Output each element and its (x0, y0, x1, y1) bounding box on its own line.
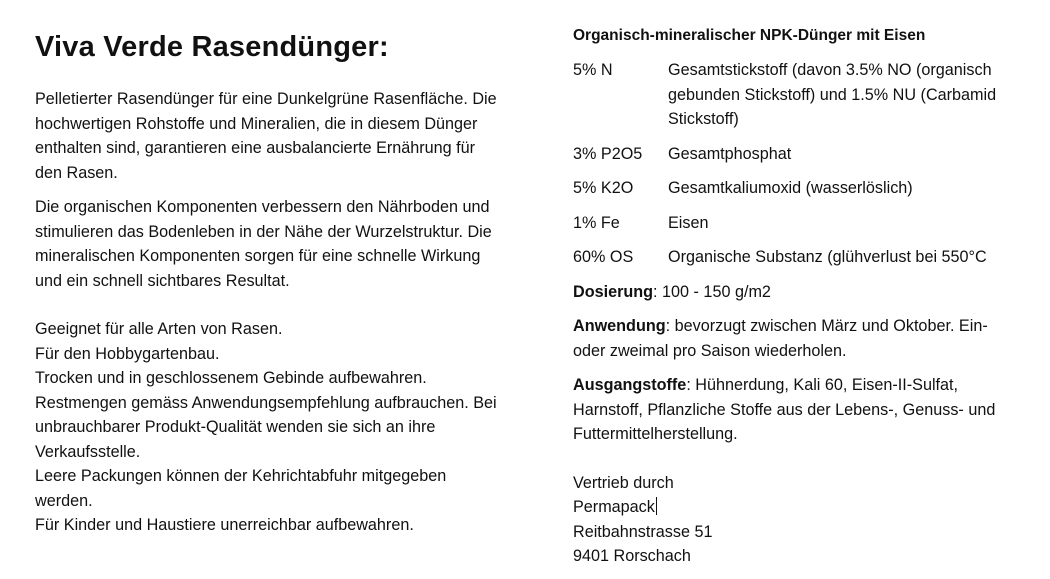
nutrient-description (668, 142, 1033, 167)
nutrient-description (668, 211, 1033, 236)
components-paragraph (35, 195, 530, 293)
text-line: den Rasen. (35, 163, 118, 182)
text-line: Trocken und in geschlossenem Gebinde aufbewahren. (35, 369, 427, 387)
text-line: Für Kinder und Haustiere unerreichbar aufbewahren. (35, 516, 414, 534)
text-line: Restmengen gemäss Anwendungsempfehlung aufbrauchen. Bei (35, 393, 497, 412)
text-line: Leere Packungen können der Kehrichtabfuhr mitgegeben (35, 467, 447, 485)
text-line: Die organischen Komponenten verbessern den Nährboden und (35, 198, 490, 216)
nutrient-value: 1% Fe (573, 213, 620, 232)
text-line: Stickstoff) (668, 110, 739, 128)
left-column (35, 28, 530, 538)
product-title: Viva Verde Rasendünger: (35, 31, 389, 63)
text-cursor (656, 497, 657, 515)
dosage-label: Dosierung (573, 282, 654, 301)
text-line: Harnstoff, Pflanzliche Stoffe aus der Lebens-, Genuss- und (573, 400, 996, 419)
text-line: Organische Substanz (glühverlust bei 550°C (668, 248, 987, 266)
nutrient-row (573, 211, 1033, 236)
text-line: Reitbahnstrasse 51 (573, 522, 713, 541)
text-line: gebunden Stickstoff) und 1.5% NU (Carbamid (668, 85, 997, 104)
intro-paragraph (35, 87, 530, 185)
ingredients-label: Ausgangstoffe (573, 376, 687, 394)
nutrient-value: 3% P2O5 (573, 144, 643, 163)
text-line: stimulieren das Bodenleben in der Nähe der Wurzelstruktur. Die (35, 222, 492, 241)
application-block (573, 314, 1033, 363)
text-line: enthalten sind, garantieren eine ausbalancierte Ernährung für (35, 139, 476, 157)
text-line: Für den Hobbygartenbau. (35, 344, 220, 363)
text-line: Futtermittelherstellung. (573, 425, 738, 443)
usage-notes (35, 317, 530, 538)
text-line: Verkaufsstelle. (35, 442, 141, 461)
nutrient-value: 60% OS (573, 248, 634, 266)
nutrient-row (573, 176, 1033, 201)
composition-heading: Organisch-mineralischer NPK-Dünger mit Eisen (573, 27, 926, 44)
text-line: unbrauchbarer Produkt-Qualität wenden sie sich an ihre (35, 418, 436, 436)
text-line: werden. (35, 491, 93, 510)
text-line: oder zweimal pro Saison wiederholen. (573, 341, 847, 360)
dosage-value: : 100 - 150 g/m2 (653, 282, 771, 301)
dosage-line (573, 280, 1033, 305)
text-line: mineralischen Komponenten sorgen für eine schnelle Wirkung (35, 247, 481, 265)
distributor-address (573, 471, 1033, 569)
text-line: Gesamtstickstoff (davon 3.5% NO (organisch (668, 61, 992, 79)
text-line: Gesamtphosphat (668, 144, 792, 163)
text-line: Geeignet für alle Arten von Rasen. (35, 320, 283, 338)
right-column (573, 24, 1033, 569)
text-line: Eisen (668, 213, 709, 232)
text-line: und ein schnell sichtbares Resultat. (35, 271, 290, 290)
nutrient-description (668, 58, 1033, 132)
application-label: Anwendung (573, 317, 666, 335)
nutrient-row (573, 245, 1033, 270)
text-line: : bevorzugt zwischen März und Oktober. Ein- (665, 317, 988, 335)
nutrient-row (573, 58, 1033, 132)
text-line: 9401 Rorschach (573, 547, 691, 565)
nutrient-value: 5% N (573, 61, 613, 79)
text-line: : Hühnerdung, Kali 60, Eisen-II-Sulfat, (686, 376, 959, 394)
text-line: Vertrieb durch (573, 473, 674, 492)
distributor-name[interactable]: Permapack (573, 498, 655, 516)
text-line: hochwertigen Rohstoffe und Mineralien, die in diesem Dünger (35, 114, 478, 133)
text-line: Pelletierter Rasendünger für eine Dunkelgrüne Rasenfläche. Die (35, 90, 497, 108)
nutrient-value: 5% K2O (573, 179, 634, 197)
text-line: Gesamtkaliumoxid (wasserlöslich) (668, 179, 913, 197)
nutrient-table (573, 58, 1033, 270)
nutrient-row (573, 142, 1033, 167)
ingredients-block (573, 373, 1033, 447)
nutrient-description (668, 245, 1033, 270)
nutrient-description (668, 176, 1033, 201)
